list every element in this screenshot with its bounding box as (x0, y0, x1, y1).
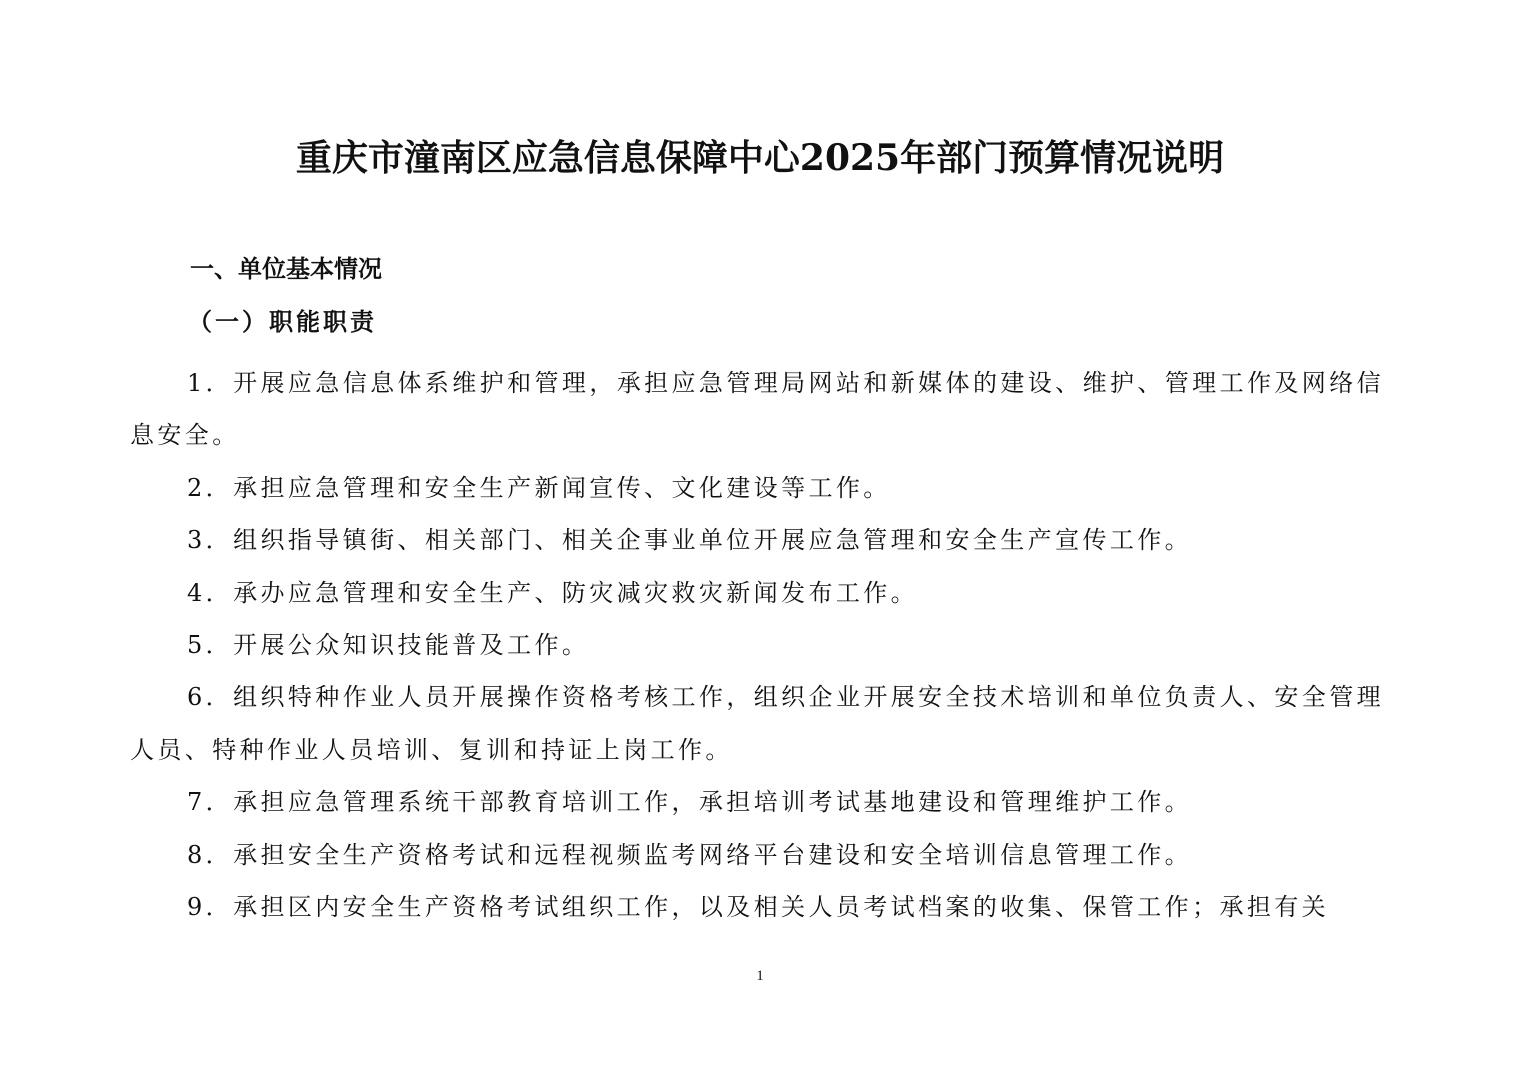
duty-text: 组织特种作业人员开展操作资格考核工作，组织企业开展安全技术培训和单位负责人、安全管理人员、特种作业人员培训、复训和持证上岗工作。 (130, 683, 1384, 764)
duty-item (130, 671, 1384, 776)
duty-number: 9． (187, 893, 234, 922)
duty-number: 7． (187, 788, 234, 817)
sub-heading: （一）职能职责 (188, 307, 377, 336)
duty-text: 承办应急管理和安全生产、防灾减灾救灾新闻发布工作。 (233, 578, 919, 607)
duty-number: 4． (187, 578, 234, 607)
duty-text: 承担安全生产资格考试和远程视频监考网络平台建设和安全培训信息管理工作。 (233, 840, 1193, 869)
duty-item (130, 829, 1384, 881)
duty-item (130, 514, 1384, 566)
section-heading: 一、单位基本情况 (190, 255, 382, 283)
duties-list (130, 357, 1384, 933)
duty-text: 开展公众知识技能普及工作。 (233, 631, 590, 660)
duty-number: 3． (187, 526, 234, 555)
duty-number: 1． (187, 369, 234, 397)
duty-text: 承担区内安全生产资格考试组织工作，以及相关人员考试档案的收集、保管工作；承担有关 (233, 893, 1330, 922)
duty-number: 2． (187, 473, 234, 502)
duty-item (130, 881, 1384, 933)
document-title: 重庆市潼南区应急信息保障中心2025年部门预算情况说明 (295, 137, 1225, 179)
duty-text: 开展应急信息体系维护和管理，承担应急管理局网站和新媒体的建设、维护、管理工作及网络信息安全。 (130, 369, 1384, 450)
duty-number: 6． (187, 683, 234, 712)
page-number: 1 (756, 968, 764, 984)
duty-item (130, 619, 1384, 671)
duty-item (130, 462, 1384, 514)
duty-number: 5． (187, 631, 234, 660)
duty-item (130, 567, 1384, 619)
duty-text: 承担应急管理和安全生产新闻宣传、文化建设等工作。 (233, 473, 891, 502)
duty-text: 组织指导镇街、相关部门、相关企事业单位开展应急管理和安全生产宣传工作。 (233, 526, 1193, 555)
duty-text: 承担应急管理系统干部教育培训工作，承担培训考试基地建设和管理维护工作。 (233, 788, 1193, 817)
duty-item (130, 776, 1384, 828)
duty-number: 8． (187, 840, 234, 869)
duty-item (130, 357, 1384, 462)
